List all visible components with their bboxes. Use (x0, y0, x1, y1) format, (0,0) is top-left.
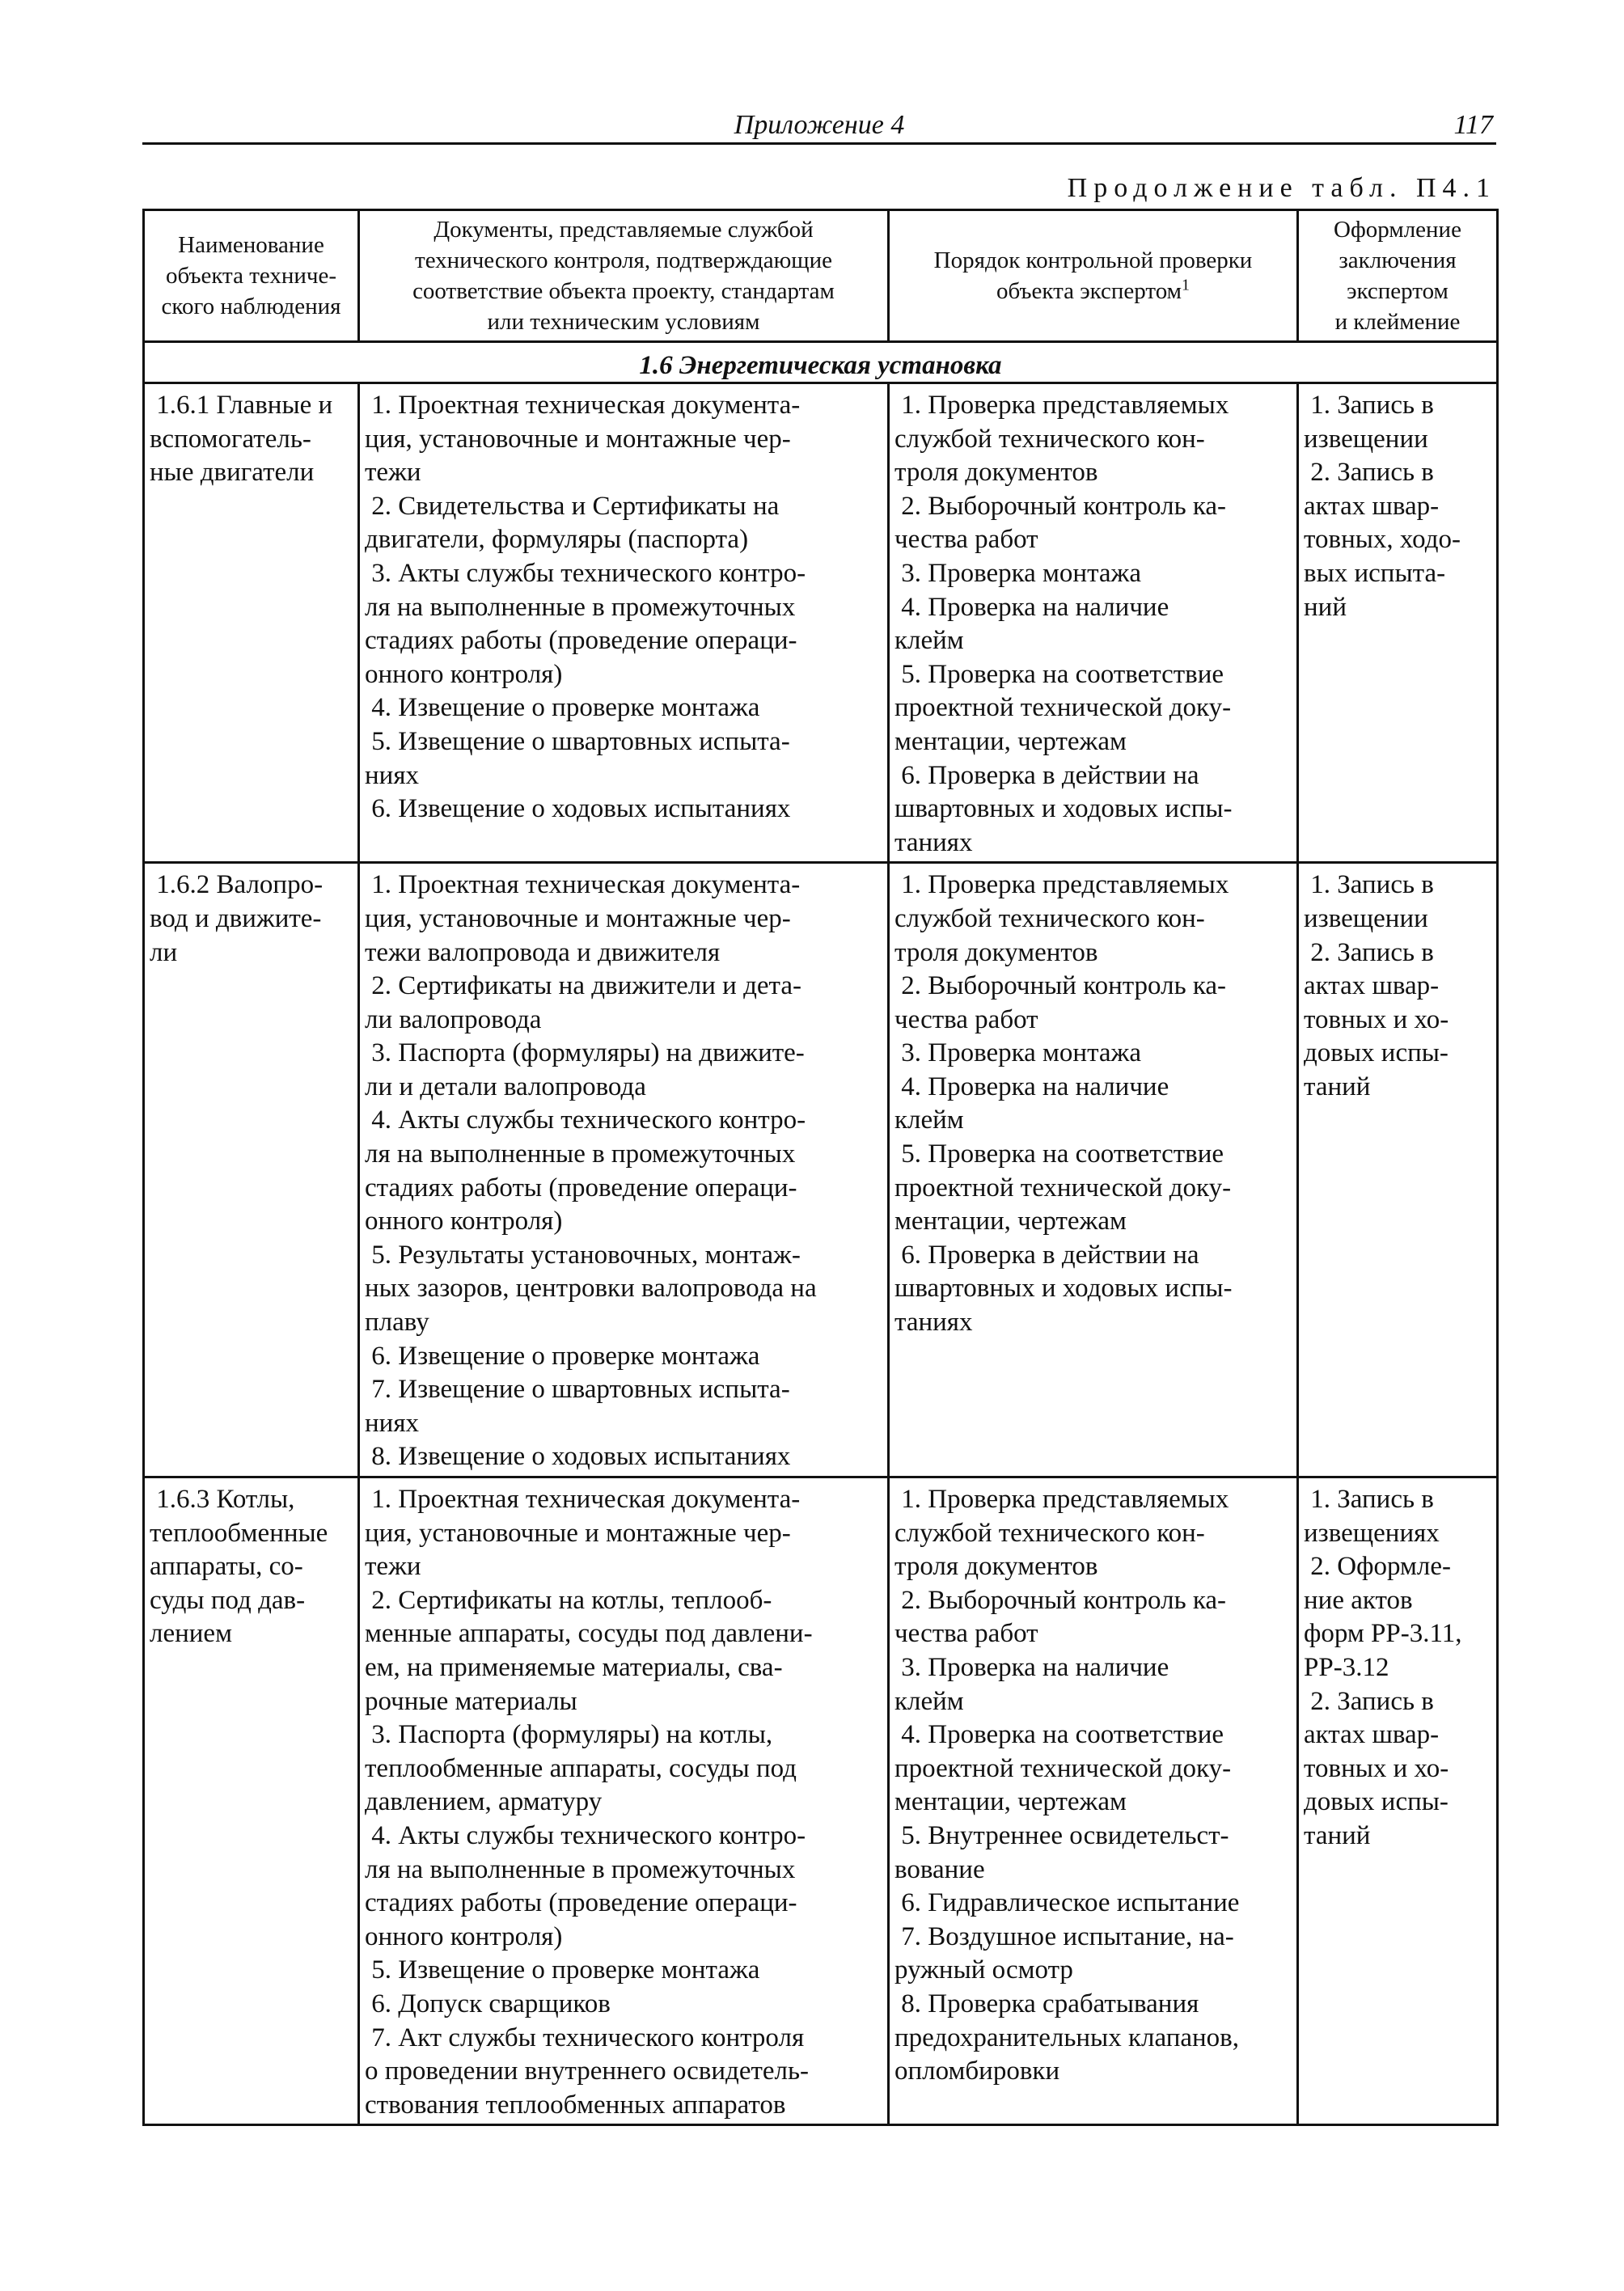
cell-line: ментации, чертежам (894, 1787, 1127, 1817)
cell-line: ли валопровода (365, 1004, 542, 1034)
cell-line: 4. Проверка на наличие (894, 1072, 1169, 1101)
cell-line: 5. Результаты установочных, монтаж- (365, 1240, 801, 1270)
cell-line: 1. Проверка представляемых (894, 1485, 1229, 1514)
table-continuation-label: Продолжение табл. П4.1 (1067, 173, 1496, 203)
cell-line: 2. Выборочный контроль ка- (894, 1585, 1227, 1615)
cell-line: вых испыта- (1304, 558, 1446, 588)
cell-line: 5. Проверка на соответствие (894, 1139, 1224, 1169)
cell-line: ли и детали валопровода (365, 1072, 646, 1101)
col-header-object (144, 210, 359, 342)
cell-line: ружный осмотр (894, 1955, 1073, 1985)
cell-line: суды под дав- (150, 1585, 306, 1615)
cell-line: ля на выполненные в промежуточных (365, 1854, 796, 1884)
cell-line: 4. Проверка на наличие (894, 592, 1169, 622)
inspection-table (142, 209, 1499, 2126)
cell-line: 3. Акты службы технического контро- (365, 558, 806, 588)
cell-line: давлением, арматуру (365, 1787, 603, 1817)
cell-line: таниях (894, 1308, 973, 1338)
cell-line: 2. Сертификаты на котлы, теплооб- (365, 1585, 772, 1615)
cell-line: 4. Акты службы технического контро- (365, 1820, 806, 1850)
cell-line: актах швар- (1304, 971, 1440, 1001)
cell-line: 6. Гидравлическое испытание (894, 1888, 1240, 1918)
col-header-documents (359, 210, 889, 342)
cell-line: 3. Проверка монтажа (894, 558, 1142, 588)
cell-line: клейм (894, 1105, 964, 1135)
header-line: Порядок контрольной проверки (933, 247, 1253, 273)
cell-line: ля на выполненные в промежуточных (365, 1139, 796, 1169)
cell-line: ние актов (1304, 1585, 1413, 1615)
cell-line: 1. Запись в (1304, 391, 1434, 420)
cell-line: 5. Извещение о проверке монтажа (365, 1955, 760, 1985)
cell-line: чества работ (894, 1004, 1038, 1034)
cell-line: ция, установочные и монтажные чер- (365, 424, 791, 454)
cell-line: онного контроля) (365, 1207, 563, 1236)
cell-line: тежи (365, 1552, 421, 1582)
cell-line: ных зазоров, центровки валопровода на (365, 1274, 817, 1304)
cell-line: клейм (894, 1686, 964, 1716)
cell-line: чества работ (894, 1619, 1038, 1649)
cell-line: форм РР-3.11, (1304, 1619, 1462, 1649)
cell-documents (359, 1477, 889, 2125)
cell-documents (359, 863, 889, 1477)
cell-line: 1. Проверка представляемых (894, 391, 1229, 420)
cell-line: службой технического кон- (894, 1518, 1205, 1548)
header-line: соответствие объекта проекту, стандартам (412, 278, 835, 304)
cell-line: 1. Проверка представляемых (894, 870, 1229, 900)
cell-line: 6. Извещение о проверке монтажа (365, 1341, 760, 1371)
header-line: экспертом (1347, 278, 1448, 304)
cell-line: службой технического кон- (894, 903, 1205, 933)
cell-line: 1.6.2 Валопро- (150, 870, 324, 900)
cell-line: 4. Проверка на соответствие (894, 1720, 1224, 1750)
cell-line: 1. Проектная техническая документа- (365, 870, 801, 900)
table-row (144, 1477, 1498, 2125)
cell-line: проектной технической доку- (894, 1753, 1232, 1783)
cell-line: о проведении внутреннего освидетель- (365, 2056, 810, 2086)
cell-line: ний (1304, 592, 1347, 622)
cell-line: 2. Оформле- (1304, 1552, 1451, 1582)
cell-line: 2. Выборочный контроль ка- (894, 491, 1227, 521)
cell-line: троля документов (894, 937, 1098, 967)
footnote-mark: 1 (1182, 276, 1191, 294)
cell-line: теплообменные (150, 1518, 328, 1548)
table-row (144, 863, 1498, 1477)
cell-line: 5. Извещение о швартовных испыта- (365, 726, 790, 756)
cell-line: таний (1304, 1072, 1371, 1101)
cell-line: таниях (894, 827, 973, 857)
section-title: 1.6 Энергетическая установка (144, 342, 1498, 383)
cell-line: 6. Допуск сварщиков (365, 1989, 611, 2018)
header-line: Документы, представляемые службой (433, 217, 814, 243)
header-line: Наименование (178, 232, 324, 258)
cell-line: товных и хо- (1304, 1004, 1449, 1034)
cell-line: 2. Запись в (1304, 1686, 1434, 1716)
cell-line: ли (150, 937, 178, 967)
cell-conclusion (1298, 863, 1498, 1477)
cell-line: 1. Проектная техническая документа- (365, 391, 801, 420)
cell-line: ем, на применяемые материалы, сва- (365, 1652, 783, 1682)
cell-line: 1.6.3 Котлы, (150, 1485, 295, 1514)
cell-line: 2. Свидетельства и Сертификаты на (365, 491, 780, 521)
col-header-conclusion (1298, 210, 1498, 342)
cell-line: тежи валопровода и движителя (365, 937, 721, 967)
cell-line: 3. Проверка на наличие (894, 1652, 1169, 1682)
cell-line: актах швар- (1304, 1720, 1440, 1750)
cell-line: онного контроля) (365, 659, 563, 689)
cell-line: 2. Сертификаты на движители и дета- (365, 971, 801, 1001)
cell-line: товных и хо- (1304, 1753, 1449, 1783)
cell-line: проектной технической доку- (894, 693, 1232, 723)
cell-line: ствования теплообменных аппаратов (365, 2090, 786, 2120)
cell-conclusion (1298, 383, 1498, 863)
cell-line: троля документов (894, 1552, 1098, 1582)
cell-line: 3. Проверка монтажа (894, 1038, 1142, 1068)
cell-line: швартовных и ходовых испы- (894, 794, 1233, 824)
cell-line: извещении (1304, 424, 1428, 454)
cell-documents (359, 383, 889, 863)
column-header-row (144, 210, 1498, 342)
cell-line: 4. Акты службы технического контро- (365, 1105, 806, 1135)
cell-line: опломбировки (894, 2056, 1060, 2086)
cell-line: ментации, чертежам (894, 726, 1127, 756)
cell-line: 1.6.1 Главные и (150, 391, 333, 420)
cell-line: 6. Извещение о ходовых испытаниях (365, 794, 791, 824)
col-header-checks (889, 210, 1298, 342)
cell-line: предохранительных клапанов, (894, 2023, 1239, 2052)
cell-line: стадиях работы (проведение операци- (365, 1173, 797, 1203)
cell-line: 5. Внутреннее освидетельст- (894, 1820, 1229, 1850)
cell-conclusion (1298, 1477, 1498, 2125)
header-line: объекта техниче- (165, 263, 337, 289)
cell-line: двигатели, формуляры (паспорта) (365, 525, 749, 555)
cell-line: 2. Запись в (1304, 458, 1434, 488)
cell-line: 7. Воздушное испытание, на- (894, 1921, 1234, 1951)
cell-checks (889, 1477, 1298, 2125)
cell-line: чества работ (894, 525, 1038, 555)
running-title: Приложение 4 (734, 110, 905, 140)
cell-line: стадиях работы (проведение операци- (365, 626, 797, 656)
cell-line: извещениях (1304, 1518, 1440, 1548)
cell-line: ция, установочные и монтажные чер- (365, 1518, 791, 1548)
cell-object (144, 863, 359, 1477)
cell-line: рочные материалы (365, 1686, 577, 1716)
cell-line: 7. Акт службы технического контроля (365, 2023, 805, 2052)
table-row (144, 383, 1498, 863)
cell-line: менные аппараты, сосуды под давлени- (365, 1619, 813, 1649)
cell-line: 1. Запись в (1304, 870, 1434, 900)
cell-line: ция, установочные и монтажные чер- (365, 903, 791, 933)
cell-line: теплообменные аппараты, сосуды под (365, 1753, 797, 1783)
cell-line: лением (150, 1619, 232, 1649)
cell-line: 8. Проверка срабатывания (894, 1989, 1199, 2018)
cell-line: 5. Проверка на соответствие (894, 659, 1224, 689)
cell-line: 6. Проверка в действии на (894, 760, 1199, 790)
cell-line: ные двигатели (150, 458, 315, 488)
cell-line: ля на выполненные в промежуточных (365, 592, 796, 622)
cell-line: товных, ходо- (1304, 525, 1461, 555)
cell-line: 4. Извещение о проверке монтажа (365, 693, 760, 723)
cell-line: 2. Запись в (1304, 937, 1434, 967)
cell-line: РР-3.12 (1304, 1652, 1389, 1682)
cell-line: 3. Паспорта (формуляры) на котлы, (365, 1720, 773, 1750)
cell-line: швартовных и ходовых испы- (894, 1274, 1233, 1304)
cell-line: 1. Проектная техническая документа- (365, 1485, 801, 1514)
cell-object (144, 383, 359, 863)
cell-line: ментации, чертежам (894, 1207, 1127, 1236)
cell-line: актах швар- (1304, 491, 1440, 521)
cell-line: довых испы- (1304, 1787, 1448, 1817)
header-line: или техническим условиям (487, 309, 760, 335)
page-header (142, 105, 1496, 145)
header-line: объекта экспертом$^1$ (996, 276, 1191, 304)
cell-line: довых испы- (1304, 1038, 1448, 1068)
page-number: 117 (1453, 110, 1493, 140)
cell-line: ниях (365, 760, 419, 790)
header-line: и клеймение (1334, 309, 1461, 335)
cell-line: службой технического кон- (894, 424, 1205, 454)
cell-line: вование (894, 1854, 985, 1884)
cell-line: 1. Запись в (1304, 1485, 1434, 1514)
cell-line: плаву (365, 1308, 429, 1338)
cell-line: аппараты, со- (150, 1552, 303, 1582)
cell-line: 6. Проверка в действии на (894, 1240, 1199, 1270)
cell-line: троля документов (894, 458, 1098, 488)
header-line: ского наблюдения (161, 294, 341, 319)
cell-line: вспомогатель- (150, 424, 311, 454)
cell-object (144, 1477, 359, 2125)
cell-checks (889, 383, 1298, 863)
cell-line: тежи (365, 458, 421, 488)
section-row (144, 342, 1498, 383)
cell-line: 8. Извещение о ходовых испытаниях (365, 1442, 791, 1472)
cell-line: онного контроля) (365, 1921, 563, 1951)
header-line: Оформление (1334, 217, 1461, 243)
cell-line: клейм (894, 626, 964, 656)
cell-line: вод и движите- (150, 903, 322, 933)
cell-line: извещении (1304, 903, 1428, 933)
cell-line: 2. Выборочный контроль ка- (894, 971, 1227, 1001)
header-line: заключения (1339, 247, 1457, 273)
cell-line: проектной технической доку- (894, 1173, 1232, 1203)
cell-line: ниях (365, 1408, 419, 1438)
cell-checks (889, 863, 1298, 1477)
cell-line: 3. Паспорта (формуляры) на движите- (365, 1038, 805, 1068)
cell-line: таний (1304, 1820, 1371, 1850)
cell-line: 7. Извещение о швартовных испыта- (365, 1375, 790, 1405)
cell-line: стадиях работы (проведение операци- (365, 1888, 797, 1918)
header-line: технического контроля, подтверждающие (415, 247, 832, 273)
